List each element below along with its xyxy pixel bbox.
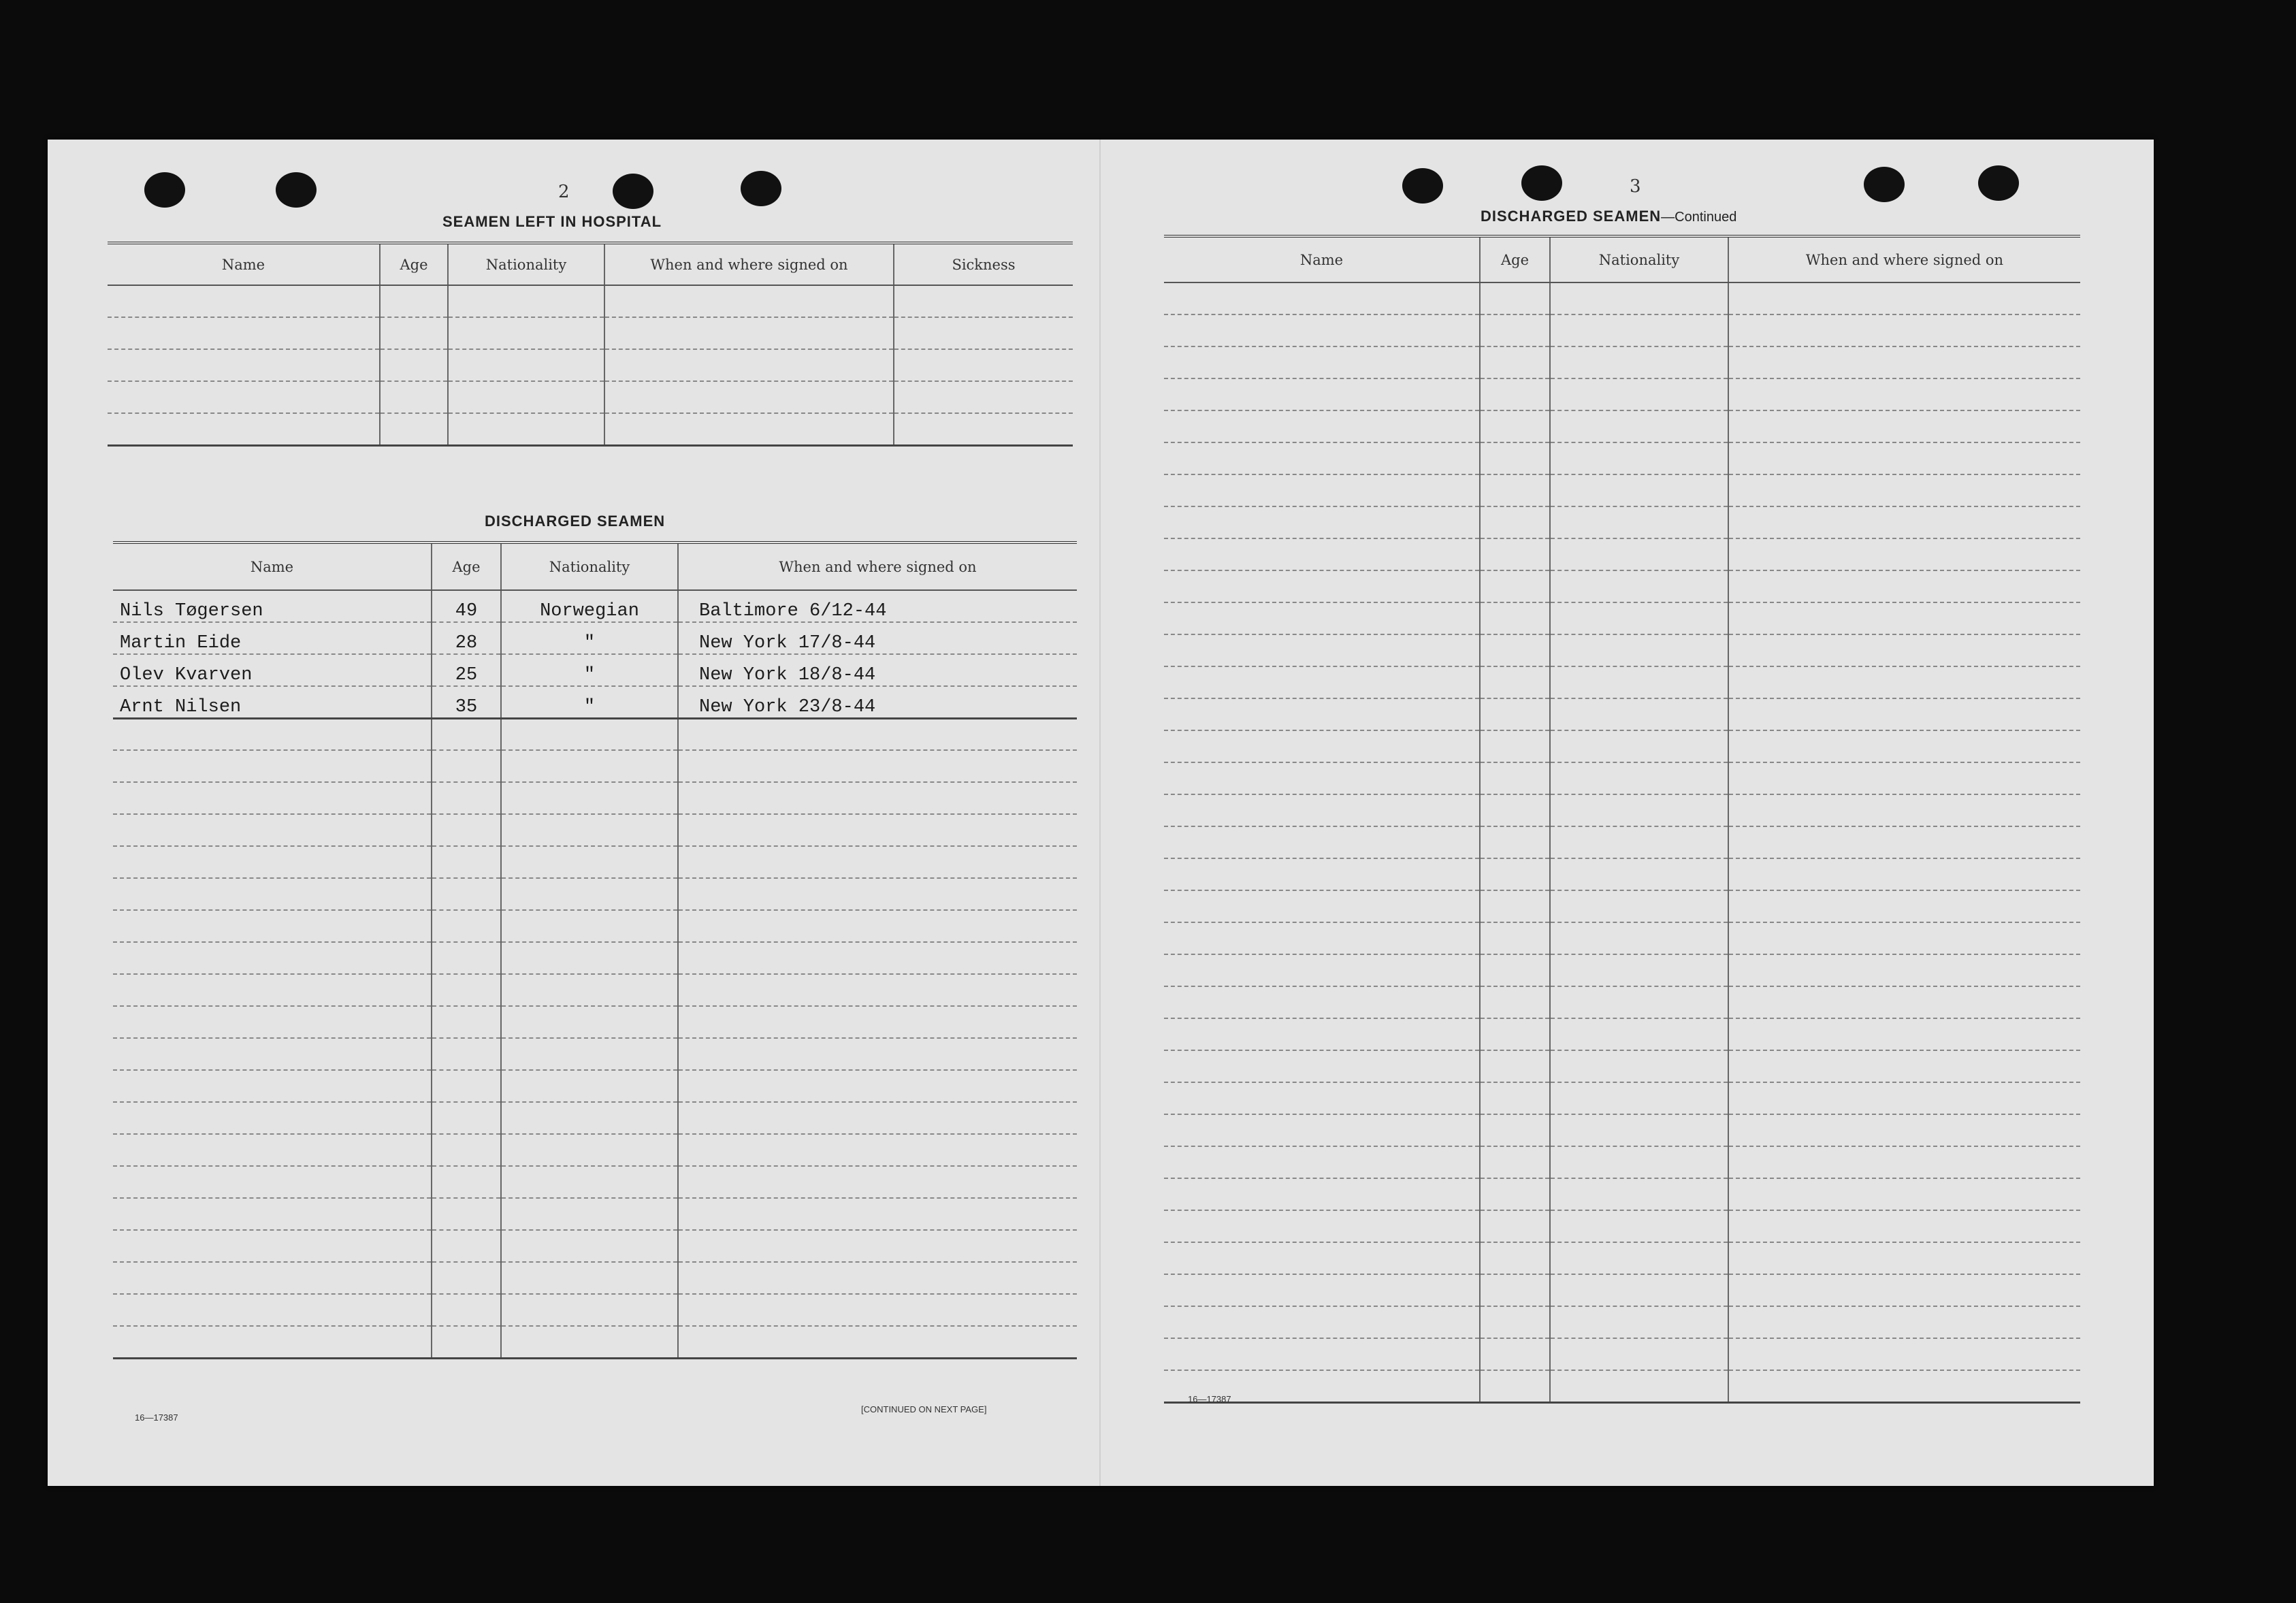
table-row <box>1164 1338 2080 1370</box>
blank-rows-left <box>113 718 1077 1358</box>
table-row <box>1164 474 2080 506</box>
punch-hole <box>1864 167 1905 202</box>
discharged-section-title: DISCHARGED SEAMEN <box>485 513 666 530</box>
table-row <box>113 814 1077 846</box>
table-row <box>113 1326 1077 1358</box>
seaman-nationality: " <box>501 622 678 654</box>
table-row <box>1164 1018 2080 1050</box>
table-row <box>108 413 1073 445</box>
table-row <box>1164 1242 2080 1274</box>
seaman-name: Arnt Nilsen <box>113 686 432 718</box>
seaman-name: Nils Tøgersen <box>113 590 432 622</box>
table-row <box>113 782 1077 814</box>
hospital-table <box>108 242 1073 447</box>
table-row <box>113 1102 1077 1134</box>
continued-note: [CONTINUED ON NEXT PAGE] <box>861 1404 987 1414</box>
table-row <box>1164 538 2080 570</box>
seaman-age: 25 <box>432 654 501 686</box>
table-row <box>113 1038 1077 1070</box>
table-row <box>1164 666 2080 698</box>
table-row <box>113 910 1077 942</box>
table-row <box>1164 602 2080 634</box>
hospital-section-title: SEAMEN LEFT IN HOSPITAL <box>442 213 662 230</box>
table-row <box>113 1262 1077 1294</box>
table-row <box>113 590 1077 622</box>
punch-hole <box>741 171 781 206</box>
discharged-table <box>113 541 1077 1359</box>
table-row <box>113 654 1077 686</box>
seaman-age: 28 <box>432 622 501 654</box>
table-row <box>108 349 1073 381</box>
column-header-nationality: Nationality <box>501 543 678 590</box>
discharged-continued-table <box>1164 235 2080 1404</box>
form-number-right: 16—17387 <box>1188 1394 1231 1404</box>
table-row <box>1164 378 2080 410</box>
punch-hole <box>144 172 185 208</box>
table-row <box>1164 410 2080 442</box>
table-row <box>1164 346 2080 378</box>
table-row <box>108 285 1073 317</box>
table-row <box>113 1070 1077 1102</box>
table-row <box>1164 506 2080 538</box>
punch-hole <box>276 172 317 208</box>
table-row <box>1164 762 2080 794</box>
table-row <box>113 622 1077 654</box>
seaman-nationality: " <box>501 686 678 718</box>
table-row <box>113 974 1077 1006</box>
column-header-name: Name <box>108 243 380 285</box>
seaman-signed-on: New York 23/8-44 <box>678 686 1077 718</box>
column-header-age: Age <box>380 243 448 285</box>
column-header-signed-on: When and where signed on <box>604 243 894 285</box>
table-row <box>1164 314 2080 346</box>
column-header-signed-on: When and where signed on <box>678 543 1077 590</box>
table-row <box>113 1198 1077 1230</box>
column-header-signed-on: When and where signed on <box>1728 236 2080 282</box>
table-row <box>1164 1210 2080 1242</box>
blank-rows-right <box>1164 282 2080 1402</box>
page-number-left: 2 <box>558 182 570 202</box>
seaman-name: Olev Kvarven <box>113 654 432 686</box>
table-row <box>1164 954 2080 986</box>
table-row <box>1164 1146 2080 1178</box>
table-row <box>1164 922 2080 954</box>
table-row <box>1164 986 2080 1018</box>
table-row <box>1164 1370 2080 1402</box>
table-row <box>1164 1082 2080 1114</box>
punch-hole <box>1978 165 2019 201</box>
seaman-name: Martin Eide <box>113 622 432 654</box>
table-row <box>108 317 1073 349</box>
table-row <box>1164 794 2080 826</box>
table-row <box>113 1294 1077 1326</box>
table-row <box>113 686 1077 718</box>
seaman-signed-on: Baltimore 6/12-44 <box>678 590 1077 622</box>
form-number-left: 16—17387 <box>135 1412 178 1423</box>
seaman-age: 49 <box>432 590 501 622</box>
table-row <box>113 1134 1077 1166</box>
punch-hole <box>613 174 653 209</box>
table-row <box>1164 858 2080 890</box>
table-row <box>113 750 1077 782</box>
table-row <box>1164 826 2080 858</box>
page-fold <box>1099 140 1101 1486</box>
table-row <box>108 381 1073 413</box>
table-row <box>113 1166 1077 1198</box>
table-row <box>1164 442 2080 474</box>
table-row <box>1164 1306 2080 1338</box>
table-row <box>1164 1114 2080 1146</box>
seaman-signed-on: New York 18/8-44 <box>678 654 1077 686</box>
punch-hole <box>1402 168 1443 204</box>
discharged-continued-title-text: DISCHARGED SEAMEN <box>1481 208 1662 225</box>
discharged-continued-title <box>1481 208 1736 225</box>
table-row <box>113 1006 1077 1038</box>
table-row <box>113 1230 1077 1262</box>
seaman-nationality: Norwegian <box>501 590 678 622</box>
table-row <box>1164 890 2080 922</box>
table-row <box>113 878 1077 910</box>
column-header-nationality: Nationality <box>448 243 604 285</box>
table-row <box>1164 1050 2080 1082</box>
column-header-sickness: Sickness <box>894 243 1073 285</box>
continued-suffix: —Continued <box>1661 210 1737 225</box>
seaman-nationality: " <box>501 654 678 686</box>
table-row <box>1164 634 2080 666</box>
table-row <box>1164 282 2080 314</box>
document-sheet <box>48 140 2154 1486</box>
table-row <box>113 718 1077 750</box>
column-header-nationality: Nationality <box>1550 236 1728 282</box>
column-header-name: Name <box>1164 236 1480 282</box>
table-row <box>113 942 1077 974</box>
seaman-age: 35 <box>432 686 501 718</box>
punch-hole <box>1521 165 1562 201</box>
column-header-name: Name <box>113 543 432 590</box>
table-row <box>1164 570 2080 602</box>
column-header-age: Age <box>1480 236 1550 282</box>
table-row <box>1164 730 2080 762</box>
table-row <box>1164 698 2080 730</box>
table-row <box>1164 1178 2080 1210</box>
page-number-right: 3 <box>1630 176 1641 197</box>
seaman-signed-on: New York 17/8-44 <box>678 622 1077 654</box>
table-row <box>113 846 1077 878</box>
table-row <box>1164 1274 2080 1306</box>
column-header-age: Age <box>432 543 501 590</box>
